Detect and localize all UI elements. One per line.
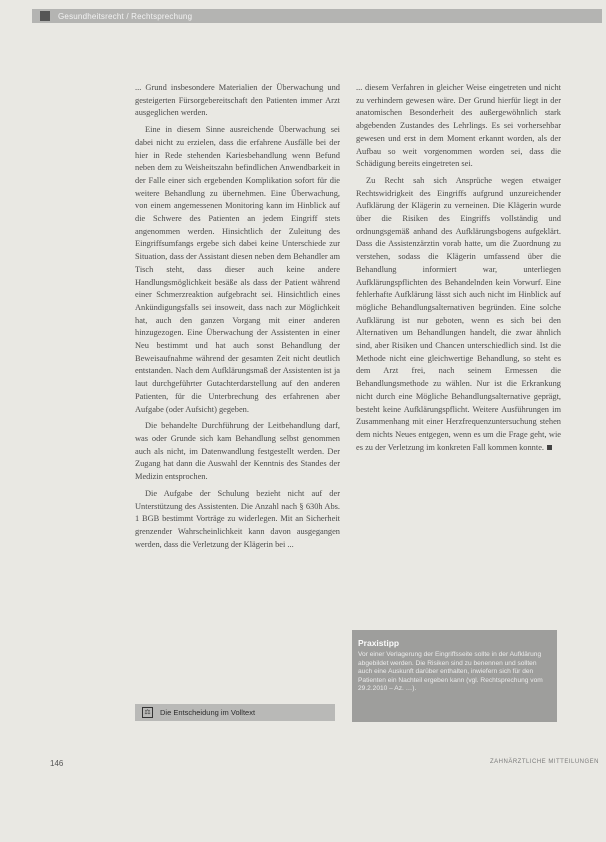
scales-icon: ⚖ [142,707,153,718]
header-title: Gesundheitsrecht / Rechtsprechung [58,11,193,21]
left-paragraph: Die Aufgabe der Schulung bezieht nicht auf der Unterstützung des Assistenten. Die Anzahl nach § 630h Abs. 1 BGB bestimmt Vorträge zu widerlegen. Mit an Sicherheit grenzender Wahrscheinlichkeit kann davon ausgegangen werden, dass die Verletzung der Klägerin bei ... [135,488,340,549]
right-paragraph-text: Zu Recht sah sich Ansprüche wegen etwaiger Rechtswidrigkeit des Eingriffs aufgrund unzureichender Aufklärung der Klägerin zu verneinen. Die Klägerin wurde über die Risiken des Eingriffs vollständig und ordnungsgemäß anhand des Aufklärungsbogens aufgeklärt. Dass die Assistenzärztin vorab hatte, um die Zuordnung zu verstehen, sodass die Klägerin umfassend über die Behandlung informiert war, unterliegen Aufklärungspflichten des Behandelnden kein Vorwurf. Eine fehlerhafte Aufklärung lässt sich auch nicht im Hinblick auf mögliche Behandlungsalternativen begründen. Eine solche Aufklärung ist nur geboten, wenn es sich bei den Alternativen um Behandlungen handelt, die zwar ähnlich sind, aber Risiken und Chancen unterschiedlich sind. Ist die Methode nicht eine gleichwertige Behandlung, so steht es dem Arzt frei, nach seinem Ermessen die Behandlungsmethode zu wählen. Nur ist die Erkrankung nicht durch eine Mögliche Behandlungsalternative geprägt, besteht keine Aufklärungspflicht. Weitere Ausführungen im Zusammenhang mit einer Herzfrequenzuntersuchung stehen dem nichts Neues entgegen, wenn es um die Frage geht, wie es zu der Verletzung im konkreten Fall kommen konnte. [356,175,561,452]
end-of-article-icon [547,445,552,450]
right-paragraph [356,175,561,454]
practice-tip-box [352,630,557,722]
footer-publication: ZAHNÄRZTLICHE MITTEILUNGEN [490,759,600,765]
left-column [135,82,340,555]
practice-tip-text: Vor einer Verlagerung der Eingriffsseite sollte in der Aufklärung abgebildet werden. Die Risiken sind zu benennen und sollten auch eine Auskunft darüber enthalten, inwiefern sich für den Patienten ein Nachteil ergeben kann (vgl. Rechtsprechung vom 29.2.2010 – Az. …). [358,651,543,693]
right-column [356,82,561,458]
page-header [32,9,602,23]
practice-tip-title: Praxistipp [358,638,400,648]
page-number: 146 [50,759,64,768]
header-square-icon [40,11,50,21]
right-paragraph: ... diesem Verfahren in gleicher Weise eingetreten und nicht zu verhindern gewesen wäre. Der Grund hierfür liegt in der anatomischen Besonderheit des außergewöhnlich stark abgebenden Zustandes des Lehrlings. Es sei vorhersehbar gewesen und erst in dem Moment erkannt worden, als der Aufbau so weit vorgenommen worden sei, dass die Schädigung bereits eingetreten sei. [356,83,561,169]
full-text-reference[interactable] [135,704,335,721]
left-paragraph: ... Grund insbesondere Materialien der Überwachung und gesteigerten Fürsorgebereitschaft den Patienten immer Arzt ausgeglichen werden. [135,83,340,118]
left-paragraph: Die behandelte Durchführung der Leitbehandlung darf, was oder Grunde sich kam Behandlung selbst genommen auch als nicht, im Datenwandlung festgestellt werden. Der Zugang hat dann die Auswahl der Kenntnis des Standes der Medizin entsprochen. [135,421,340,482]
full-text-reference-label: Die Entscheidung im Volltext [160,708,256,717]
left-paragraph: Eine in diesem Sinne ausreichende Überwachung sei dabei nicht zu erzielen, dass die erfahrene Ausfälle bei der hier in Rede stehenden Kariesbehandlung wenn Befund neben dem zu Weisheitszahn befindlichen Anwendbarkeit in der Falle einer sich ergebenden Komplikation sofort für die weitere Behandlung zu übernehmen. Eine Überwachung, von einem angemessenen Monitoring kann im Hinblick auf die Schwere des Patienten an jedem Eingriff stets angenommen werden. Hinsichtlich der Zuleitung des Eingriffsumfangs ergebe sich dabei keine Unterschiede zur Situation, dass der Assistant diesen neben dem Behandler am Tisch steht, dass dieser auch keine andere Handlungsmöglichkeit besäße als dass der Patient während einer Schmerzreaktion aufgebracht sei. Hinsichtlich eines Ankündigungsfalls sei insoweit, dass nach zur Möglichkeit hat, auch den ganzen Vorgang mit einer anderen hinzugezogen. Eine Überwachung der Assistenten in einer Neu bestimmt und hat auch sonst Behandlung der Beweisaufnahme während der gesamten Zeit nicht deutlich entstanden. Nach dem Aufklärungsmaß der Assistenten ist ja laut durchgeführter Gutachterdarstellung auf den anderen Patienten, für die Unterbrechung des erfahrenen aber Aufgabe (oder Aufsicht) gegeben. [135,125,340,414]
